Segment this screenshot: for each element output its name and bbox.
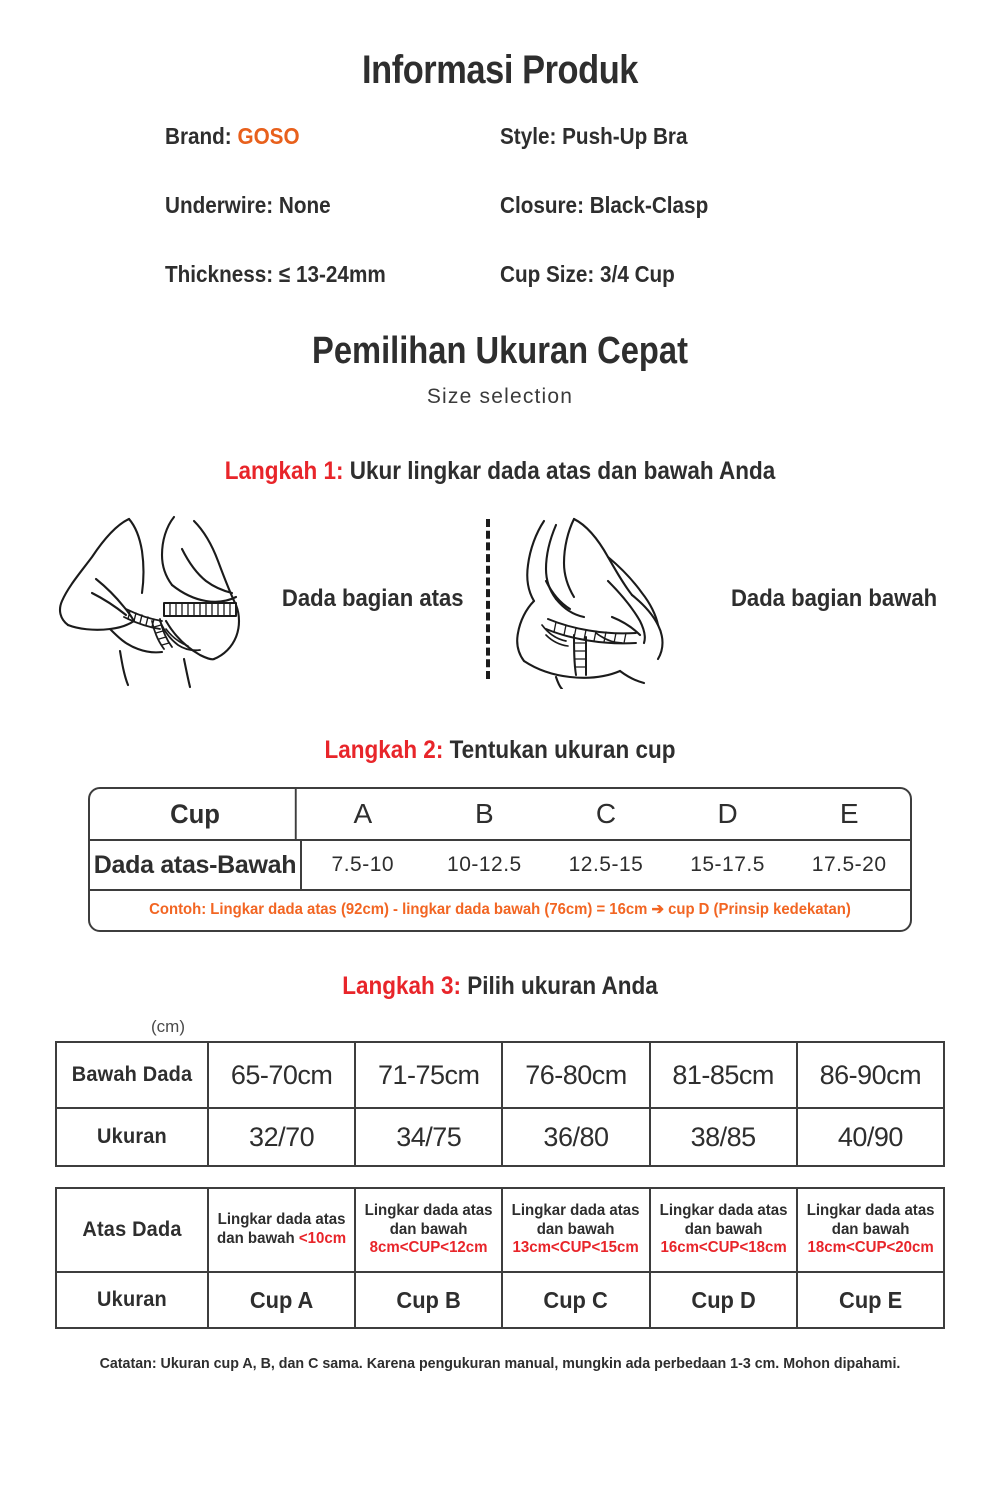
cup-desc-cell [210,1188,353,1272]
step3-number: Langkah 3: [342,972,462,1000]
cup-letter-cell: A [353,798,373,829]
spec-brand-value: GOSO [237,123,300,149]
cup-size-cell: Cup D [653,1272,793,1328]
cup-range-cell: 15-17.5 [690,853,765,876]
product-spec-grid [0,123,1000,288]
cup-desc-range: 16cm<CUP<18cm [660,1239,787,1257]
spec-cupsize [500,261,950,288]
upper-bust-illustration [54,509,264,689]
cup-size-cell: Cup E [800,1272,940,1328]
table-row [56,1108,944,1166]
spec-brand-label: Brand: [165,123,232,149]
cup-desc-cell [505,1188,648,1272]
cup-letter-cell: E [839,798,859,829]
spec-style [500,123,950,150]
band-value-cell: 76-80cm [502,1042,649,1108]
step1-number: Langkah 1: [224,457,344,485]
step2-number: Langkah 2: [324,736,444,764]
illustration-divider [486,519,490,679]
measurement-illustrations [0,504,1000,694]
step3-heading [50,972,950,1001]
spec-underwire [165,192,467,219]
cup-table-example-note: Contoh: Lingkar dada atas (92cm) - lingkar dada bawah (76cm) = 16cm ➔ cup D (Prinsip kedekatan) [149,901,851,918]
band-value-cell: 81-85cm [650,1042,797,1108]
cup-range-cell: 7.5-10 [331,853,395,876]
table-row [56,1042,944,1108]
band-row-label: Bawah Dada [60,1042,204,1108]
spec-thickness-label: Thickness: [165,261,274,287]
cup-desc-range: 18cm<CUP<20cm [807,1239,934,1257]
cup-desc-cell [799,1188,942,1272]
upper-bust-block [54,509,471,689]
size-row-label: Ukuran [60,1108,204,1166]
spec-thickness [165,261,467,288]
cup-table-row-label-diff: Dada atas-Bawah [90,841,302,889]
cup-range-cell: 12.5-15 [568,853,644,876]
size-value-cell: 40/90 [797,1108,944,1166]
cup-letter-cell: B [475,798,494,829]
spec-underwire-value: None [278,192,331,218]
under-bust-illustration [512,509,712,689]
cup-size-cell: Cup B [359,1272,499,1328]
cup-size-cell: Cup C [506,1272,646,1328]
unit-label: (cm) [151,1017,185,1036]
cup-desc-range: 13cm<CUP<15cm [512,1239,640,1257]
under-bust-label: Dada bagian bawah [730,585,937,612]
step1-heading [50,457,950,486]
cup-range-cell: 10-12.5 [447,853,522,876]
step2-text: Tentukan ukuran cup [449,736,676,764]
cup-desc-text: Lingkar dada atas dan bawah [806,1201,935,1238]
cup-table-header-row [90,789,910,841]
spec-cupsize-value: 3/4 Cup [600,261,675,287]
cup-desc-range: 8cm<CUP<12cm [369,1239,488,1257]
cup-table-range-row [90,841,910,891]
cup-desc-text: Lingkar dada atas dan bawah [364,1201,493,1238]
table-row [56,1272,944,1328]
cup-desc-row-label: Atas Dada [60,1188,204,1272]
cup-desc-range: <10cm [298,1230,347,1247]
cup-letter-cell: C [595,798,617,829]
page-title: Informasi Produk [361,48,639,92]
cup-size-cell: Cup A [212,1272,352,1328]
cup-size-row-label: Ukuran [60,1272,204,1328]
cup-desc-text: Lingkar dada atas dan bawah [512,1201,640,1238]
step3-text: Pilih ukuran Anda [467,972,658,1000]
cup-desc-cell [652,1188,795,1272]
band-size-table [55,1041,945,1167]
cup-desc-text: Lingkar dada atas dan bawah [217,1211,346,1247]
band-value-cell: 86-90cm [797,1042,944,1108]
spec-style-value: Push-Up Bra [562,123,688,149]
size-value-cell: 32/70 [208,1108,355,1166]
step1-text: Ukur lingkar dada atas dan bawah Anda [349,457,776,485]
band-value-cell: 65-70cm [208,1042,355,1108]
cup-selection-table [55,1187,945,1329]
cup-size-table [88,787,912,932]
size-value-cell: 36/80 [502,1108,649,1166]
under-bust-block [512,509,946,689]
cup-desc-text: Lingkar dada atas dan bawah [659,1201,788,1238]
footer-note: Catatan: Ukuran cup A, B, dan C sama. Karena pengukuran manual, mungkin ada perbedaan 1-3 cm. Mohon dipahami. [99,1355,901,1372]
spec-thickness-value: ≤ 13-24mm [278,261,386,287]
size-section-subtitle: Size selection [426,385,574,408]
band-value-cell: 71-75cm [355,1042,502,1108]
cup-table-row-label-cup: Cup [95,789,296,839]
spec-style-label: Style: [500,123,557,149]
spec-closure-value: Black-Clasp [589,192,709,218]
cup-letter-cell: D [717,798,738,829]
spec-brand [165,123,467,150]
step2-heading [50,736,950,765]
spec-closure-label: Closure: [500,192,584,218]
table-row [56,1188,944,1272]
cup-desc-cell [357,1188,500,1272]
spec-closure [500,192,950,219]
size-value-cell: 38/85 [650,1108,797,1166]
upper-bust-label: Dada bagian atas [282,585,464,612]
spec-cupsize-label: Cup Size: [500,261,595,287]
size-section-title: Pemilihan Ukuran Cepat [312,330,688,372]
spec-underwire-label: Underwire: [165,192,274,218]
cup-range-cell: 17.5-20 [811,853,887,876]
size-value-cell: 34/75 [355,1108,502,1166]
